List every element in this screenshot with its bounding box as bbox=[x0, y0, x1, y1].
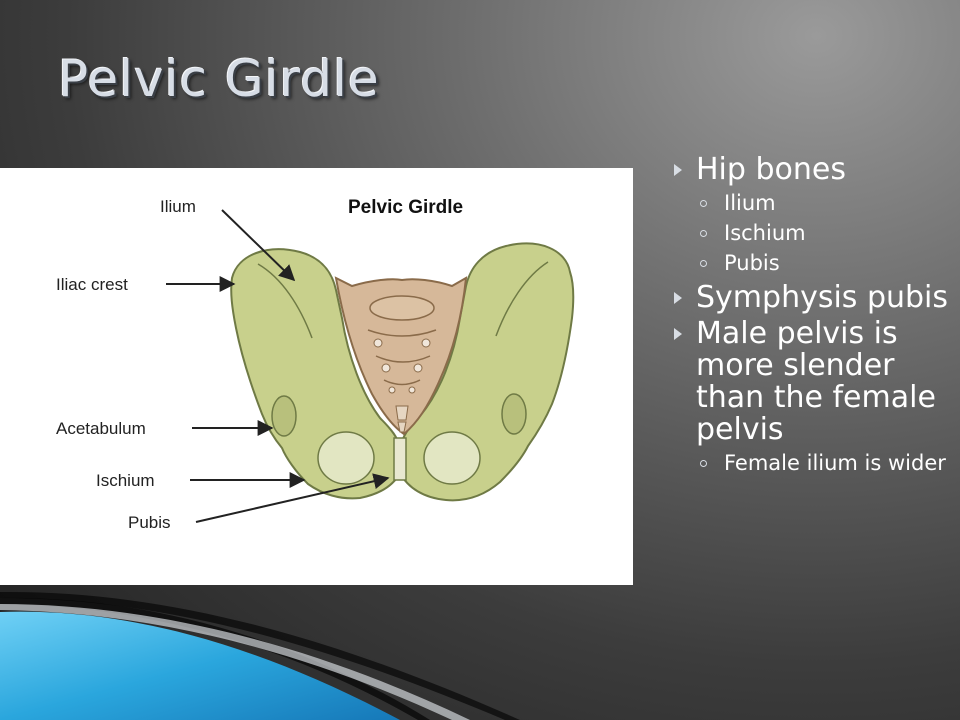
subbullet-female-ilium: Female ilium is wider bbox=[670, 448, 950, 478]
label-pubis: Pubis bbox=[128, 513, 171, 532]
bullet-hip-bones: Hip bones bbox=[670, 154, 950, 186]
bullet-symphysis-pubis: Symphysis pubis bbox=[670, 282, 950, 314]
diagram-heading: Pelvic Girdle bbox=[348, 197, 464, 218]
subbullet-ilium: Ilium bbox=[670, 188, 950, 218]
bullet-male-pelvis: Male pelvis is more slender than the female pelvis bbox=[670, 318, 950, 446]
subbullet-pubis: Pubis bbox=[670, 248, 950, 278]
slide-title: Pelvic Girdle bbox=[58, 50, 380, 108]
label-acetabulum: Acetabulum bbox=[56, 419, 146, 438]
label-iliac-crest: Iliac crest bbox=[56, 275, 128, 294]
label-ilium: Ilium bbox=[160, 197, 196, 216]
subbullet-ischium: Ischium bbox=[670, 218, 950, 248]
label-ischium: Ischium bbox=[96, 471, 155, 490]
